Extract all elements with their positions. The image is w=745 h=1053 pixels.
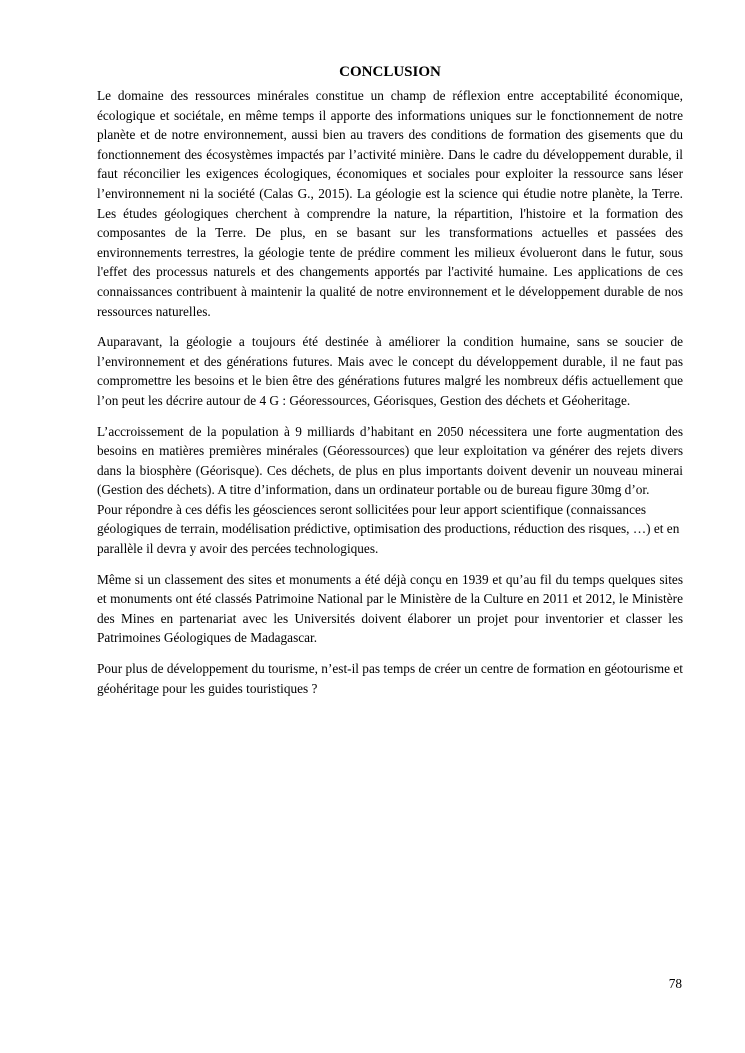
paragraph-sustainable-development: Auparavant, la géologie a toujours été destinée à améliorer la condition humaine, sans se soucier de l’environnement et des générations futures. Mais avec le concept du développement durable, il ne faut pas compromettre les besoins et le bien être des générations futures malgré les nombreux défis actuellement que l’on peut les décrire autour de 4 G : Géoressources, Géorisques, Gestion des déchets et Géoheritage. — [97, 334, 683, 408]
paragraph-population-growth: L’accroissement de la population à 9 milliards d’habitant en 2050 nécessitera une forte augmentation des besoins en matières premières minérales (Géoressources) que leur exploitation va générer des rejets divers dans la biosphère (Géorisque). Ces déchets, de plus en plus importants doivent devenir un nouveau minerai (Gestion des déchets). A titre d’information, dans un ordinateur portable ou de bureau figure 30mg d’or. — [97, 423, 683, 498]
page-title: CONCLUSION — [339, 64, 441, 80]
document-body — [97, 60, 683, 709]
paragraph-heritage-classification: Même si un classement des sites et monuments a été déjà conçu en 1939 et qu’au fil du temps quelques sites et monuments ont été classés Patrimoine National par le Ministère de la Culture en 2011 et 2012, le Ministère des Mines en partenariat avec les Universités doivent élaborer un projet pour inventorier et classer les Patrimoines Géologiques de Madagascar. — [97, 571, 683, 646]
paragraph-mineral-resources: Le domaine des ressources minérales constitue un champ de réflexion entre acceptabilité économique, écologique et sociétale, en même temps il apporte des informations uniques sur le fonctionnement de notre planète et de notre environnement, aussi bien au travers des conditions de formation des gisements que du fonctionnement des écosystèmes impactés par l’activité minière. Dans le cadre du développement durable, il faut réconcilier les exigences écologiques, économiques et sociales pour exploiter la ressource sans léser l’environnement ni la société (Calas G., 2015). La géologie est la science qui étudie notre planète, la Terre. Les études géologiques cherchent à comprendre la nature, la répartition, l'histoire et la formation des composantes de la Terre. De plus, en se basant sur les transformations actuelles et passées des environnements terrestres, la géologie tente de prédire comment les milieux évolueront dans le futur, sous l'effet des processus naturels et des changements apportés par l'activité humaine. Les applications de ces connaissances contribuent à maintenir la qualité de notre environnement et le développement durable de nos ressources naturelles. — [97, 88, 683, 319]
page-number: 78 — [668, 976, 682, 991]
paragraph-geosciences-challenges: Pour répondre à ces défis les géosciences seront sollicitées pour leur apport scientifique (connaissances géologiques de terrain, modélisation prédictive, optimisation des productions, réduction des risques, …) et en parallèle il devra y avoir des percées technologiques. — [97, 501, 680, 557]
paragraph-geotourism-question: Pour plus de développement du tourisme, n’est-il pas temps de créer un centre de formation en géotourisme et géohéritage pour les guides touristiques ? — [97, 661, 683, 696]
